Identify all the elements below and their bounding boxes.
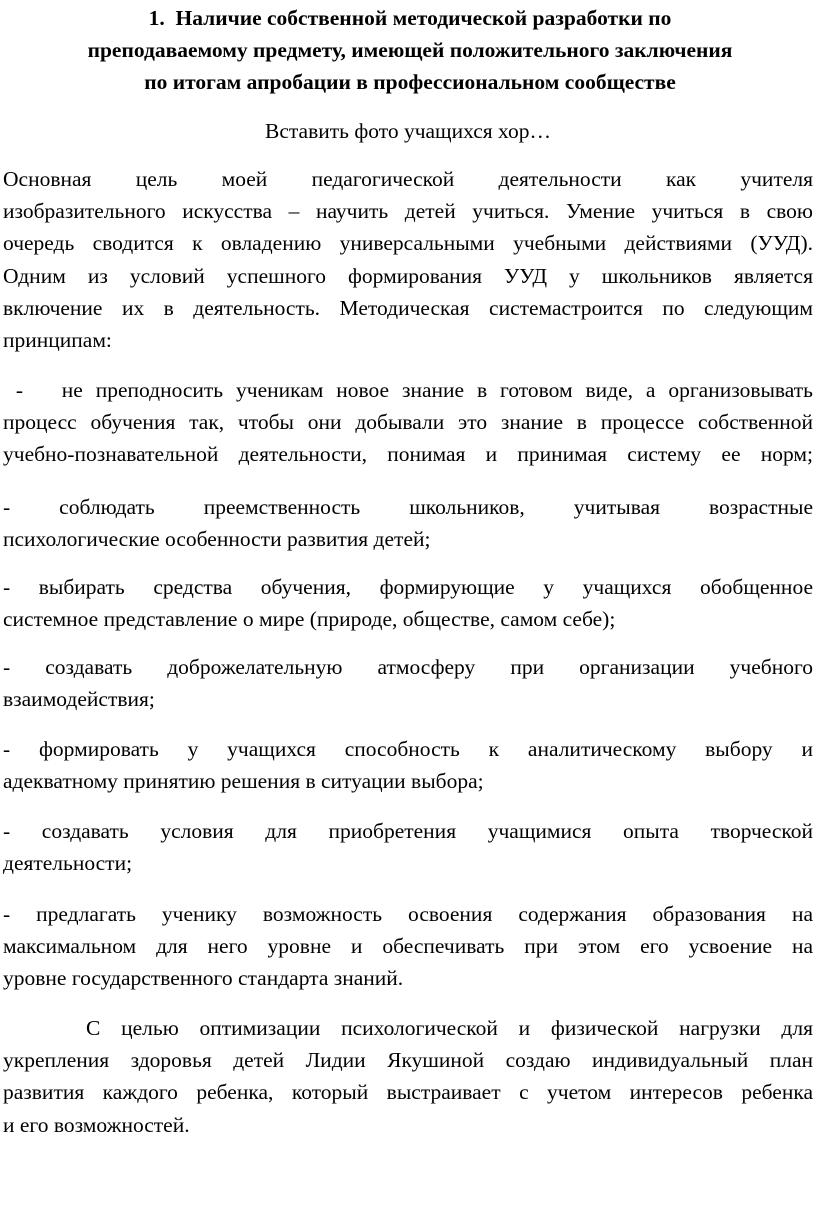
photo-placeholder-caption: Вставить фото учащихся хор… xyxy=(265,119,551,143)
principle-line: психологические особенности развития детей; xyxy=(3,527,431,552)
heading-line-2: преподаваемому предмету, имеющей положительного заключения xyxy=(87,38,733,62)
principle-line: - выбирать средства обучения, формирующие у учащихся обобщенное xyxy=(3,575,813,599)
principle-item xyxy=(3,898,813,995)
principle-line: - создавать условия для приобретения учащимися опыта творческой xyxy=(3,819,813,843)
principle-item xyxy=(3,571,813,635)
principle-line: системное представление о мире (природе, обществе, самом себе); xyxy=(3,607,616,632)
principle-line: взаимодействия; xyxy=(3,687,155,712)
intro-line: принципам: xyxy=(3,328,112,353)
principle-line: деятельности; xyxy=(3,851,133,876)
intro-line: Основная цель моей педагогической деятельности как учителя xyxy=(3,167,813,191)
principle-line: - предлагать ученику возможность освоения содержания образования на xyxy=(3,902,813,926)
closing-paragraph xyxy=(3,1012,813,1141)
principle-line: - не преподносить ученикам новое знание в готовом виде, а организовывать xyxy=(3,378,813,402)
principle-item xyxy=(3,815,813,879)
principle-line: адекватному принятию решения в ситуации выбора; xyxy=(3,769,484,794)
heading-number: 1. xyxy=(148,6,165,30)
principle-line: максимальном для него уровне и обеспечивать при этом его усвоение на xyxy=(3,934,813,959)
intro-line: включение их в деятельность. Методическая системастроится по следующим xyxy=(3,295,813,320)
principle-item xyxy=(3,374,813,471)
principle-line: уровне государственного стандарта знаний. xyxy=(3,966,404,991)
intro-paragraph xyxy=(3,163,813,356)
principle-item xyxy=(3,733,813,797)
intro-line: Одним из условий успешного формирования УУД у школьников является xyxy=(3,263,813,288)
principle-line: - формировать у учащихся способность к аналитическому выбору и xyxy=(3,737,813,761)
principle-line: учебно-познавательной деятельности, понимая и принимая систему ее норм; xyxy=(3,442,813,467)
closing-line: развития каждого ребенка, который выстраивает с учетом интересов ребенка xyxy=(3,1080,813,1105)
principle-line: процесс обучения так, чтобы они добывали это знание в процессе собственной xyxy=(3,410,813,435)
intro-line: очередь сводится к овладению универсальными учебными действиями (УУД). xyxy=(3,231,813,256)
principle-item xyxy=(3,491,813,555)
closing-line: и его возможностей. xyxy=(3,1112,190,1137)
principle-line: - создавать доброжелательную атмосферу при организации учебного xyxy=(3,655,813,679)
heading-line-1-text: Наличие собственной методической разработки по xyxy=(175,6,672,30)
principle-item xyxy=(3,651,813,715)
heading-line-3: по итогам апробации в профессиональном сообществе xyxy=(144,70,676,94)
closing-line: С целью оптимизации психологической и физической нагрузки для xyxy=(3,1016,813,1040)
principle-line: - соблюдать преемственность школьников, учитывая возрастные xyxy=(3,495,813,519)
heading-line-1 xyxy=(40,2,780,34)
intro-line: изобразительного искусства – научить детей учиться. Умение учиться в свою xyxy=(3,199,813,224)
closing-line: укрепления здоровья детей Лидии Якушиной создаю индивидуальный план xyxy=(3,1048,813,1073)
section-heading xyxy=(40,2,780,98)
